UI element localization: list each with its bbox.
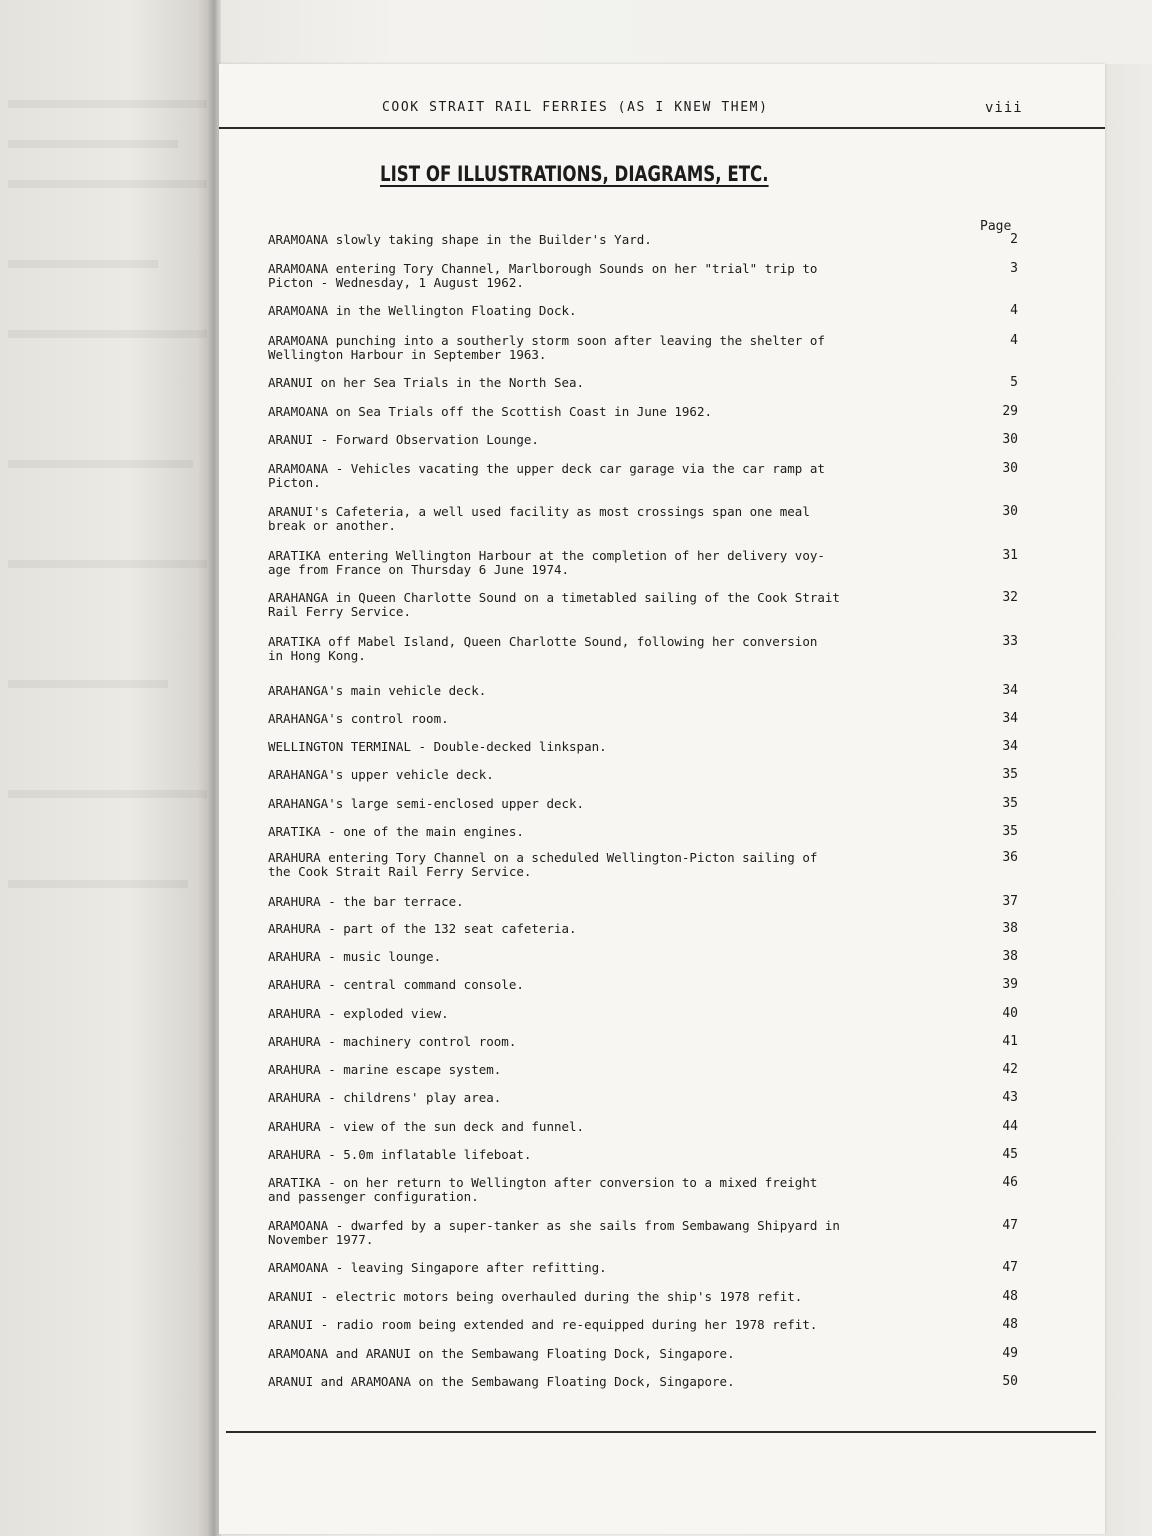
list-item-page: 36 [1002,850,1018,865]
list-item-page: 40 [1002,1006,1018,1021]
list-item-page: 44 [1002,1119,1018,1134]
list-item: ARAMOANA - leaving Singapore after refitting. [268,1260,607,1275]
list-item: ARANUI - Forward Observation Lounge. [268,432,539,447]
list-item-page: 45 [1002,1147,1018,1162]
list-item: ARAHANGA's main vehicle deck. [268,683,487,698]
footer-rule [226,1431,1096,1433]
list-item-page: 47 [1002,1218,1018,1233]
list-item-page: 2 [1010,232,1018,247]
list-item-page: 48 [1002,1289,1018,1304]
list-item: ARAMOANA - dwarfed by a super-tanker as she sails from Sembawang Shipyard in November 1977. [268,1218,840,1247]
list-item-page: 35 [1002,824,1018,839]
list-item: ARAMOANA entering Tory Channel, Marlborough Sounds on her "trial" trip to Picton - Wednesday, 1 August 1962. [268,261,818,290]
list-item: ARATIKA off Mabel Island, Queen Charlotte Sound, following her conversion in Hong Kong. [268,634,818,663]
page-edge [1105,64,1152,1536]
list-item: ARAHURA - music lounge. [268,949,442,964]
list-item-page: 5 [1010,375,1018,390]
page-column-label: Page [980,219,1012,234]
header-rule [219,127,1105,129]
list-title: LIST OF ILLUSTRATIONS, DIAGRAMS, ETC. [380,162,769,186]
list-item: ARAHANGA in Queen Charlotte Sound on a timetabled sailing of the Cook Strait Rail Ferry Service. [268,590,840,619]
list-item: ARANUI - electric motors being overhauled during the ship's 1978 refit. [268,1289,803,1304]
list-item: ARAHURA - exploded view. [268,1006,449,1021]
list-item-page: 38 [1002,949,1018,964]
list-item: ARAMOANA slowly taking shape in the Builder's Yard. [268,232,652,247]
list-item-page: 48 [1002,1317,1018,1332]
list-item-page: 30 [1002,504,1018,519]
list-item: ARAHURA entering Tory Channel on a scheduled Wellington-Picton sailing of the Cook Strait Rail Ferry Service. [268,850,818,879]
list-item: ARAHURA - childrens' play area. [268,1090,502,1105]
list-item-page: 46 [1002,1175,1018,1190]
list-item-page: 50 [1002,1374,1018,1389]
list-item-page: 35 [1002,796,1018,811]
list-item: ARATIKA - one of the main engines. [268,824,524,839]
list-item-page: 43 [1002,1090,1018,1105]
list-item: ARANUI on her Sea Trials in the North Sea. [268,375,585,390]
list-item: ARAMOANA punching into a southerly storm soon after leaving the shelter of Wellington Harbour in September 1963. [268,333,825,362]
list-item: ARAHURA - view of the sun deck and funnel. [268,1119,585,1134]
list-item-page: 37 [1002,894,1018,909]
list-item-page: 41 [1002,1034,1018,1049]
list-item-page: 39 [1002,977,1018,992]
list-item-page: 49 [1002,1346,1018,1361]
list-item-page: 30 [1002,432,1018,447]
list-item: ARAMOANA in the Wellington Floating Dock. [268,303,577,318]
list-item: ARAHURA - central command console. [268,977,524,992]
list-item: ARATIKA - on her return to Wellington after conversion to a mixed freight and passenger configuration. [268,1175,818,1204]
list-item-page: 3 [1010,261,1018,276]
running-header-page-number: viii [985,100,1023,116]
list-item-page: 29 [1002,404,1018,419]
list-item-page: 34 [1002,683,1018,698]
list-item: ARANUI's Cafeteria, a well used facility as most crossings span one meal break or another. [268,504,810,533]
list-item-page: 38 [1002,921,1018,936]
list-item: ARAMOANA and ARANUI on the Sembawang Floating Dock, Singapore. [268,1346,735,1361]
list-item: ARAMOANA - Vehicles vacating the upper deck car garage via the car ramp at Picton. [268,461,825,490]
list-item-page: 4 [1010,303,1018,318]
list-item-page: 35 [1002,767,1018,782]
list-item: ARAHURA - part of the 132 seat cafeteria. [268,921,577,936]
list-item-page: 34 [1002,739,1018,754]
list-item: ARANUI and ARAMOANA on the Sembawang Floating Dock, Singapore. [268,1374,735,1389]
facing-left-page [0,0,215,1536]
list-item: ARAHURA - the bar terrace. [268,894,464,909]
list-item-page: 4 [1010,333,1018,348]
list-item: ARAHURA - machinery control room. [268,1034,517,1049]
list-item: ARAHANGA's large semi-enclosed upper deck. [268,796,585,811]
list-item: ARAMOANA on Sea Trials off the Scottish Coast in June 1962. [268,404,713,419]
list-item: ARAHANGA's control room. [268,711,449,726]
list-item-page: 34 [1002,711,1018,726]
list-item: ARAHURA - 5.0m inflatable lifeboat. [268,1147,532,1162]
list-item-page: 42 [1002,1062,1018,1077]
list-item: WELLINGTON TERMINAL - Double-decked linkspan. [268,739,607,754]
list-item-page: 33 [1002,634,1018,649]
list-item-page: 47 [1002,1260,1018,1275]
list-item-page: 32 [1002,590,1018,605]
list-item: ARATIKA entering Wellington Harbour at the completion of her delivery voy- age from France on Thursday 6 June 1974. [268,548,825,577]
running-header-title: COOK STRAIT RAIL FERRIES (AS I KNEW THEM) [382,100,769,115]
list-item: ARAHANGA's upper vehicle deck. [268,767,494,782]
list-item: ARAHURA - marine escape system. [268,1062,502,1077]
list-item: ARANUI - radio room being extended and re-equipped during her 1978 refit. [268,1317,818,1332]
list-item-page: 30 [1002,461,1018,476]
list-item-page: 31 [1002,548,1018,563]
